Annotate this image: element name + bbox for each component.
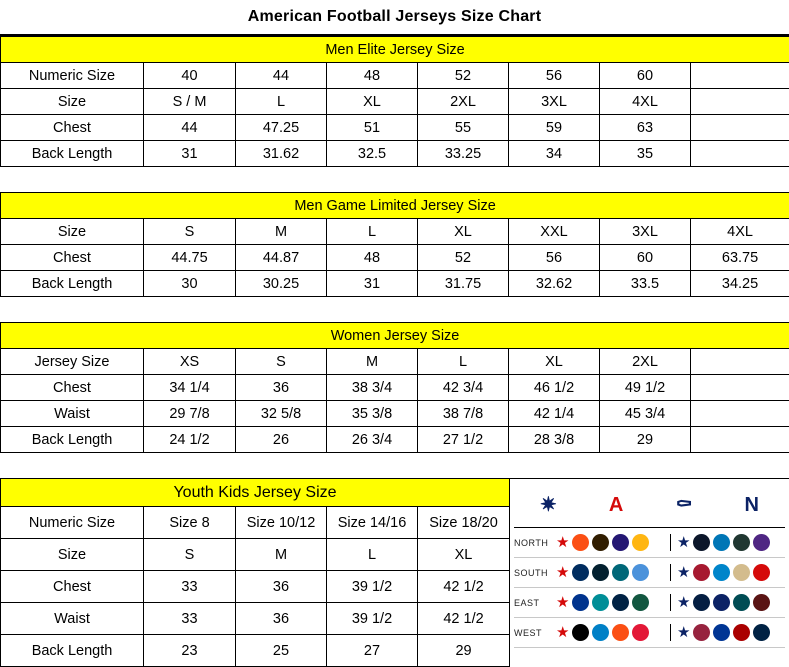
table-row [1, 89, 789, 115]
row-label: Numeric Size [1, 63, 144, 89]
chiefs-logo-icon [632, 624, 649, 641]
cell: 48 [327, 63, 418, 89]
cell: 44 [144, 115, 236, 141]
cell: 47.25 [236, 115, 327, 141]
falcons-logo-icon [693, 564, 710, 581]
cell: 45 3/4 [600, 401, 691, 427]
cell: 3XL [600, 219, 691, 245]
spacer-row [1, 453, 789, 479]
division-row [514, 588, 785, 618]
bears-logo-icon [693, 534, 710, 551]
eagles-logo-icon [733, 594, 750, 611]
row-label: Waist [1, 401, 144, 427]
cell: 51 [327, 115, 418, 141]
cell: 4XL [691, 219, 789, 245]
cell: XL [509, 349, 600, 375]
division-label: NORTH [514, 537, 549, 548]
conference-star-icon: ★ [556, 534, 570, 551]
cell: 38 7/8 [418, 401, 509, 427]
table-row [1, 141, 789, 167]
steelers-logo-icon [632, 534, 649, 551]
cell: 27 [327, 635, 418, 667]
panthers-logo-icon [713, 564, 730, 581]
cell: 46 1/2 [509, 375, 600, 401]
cell: 30.25 [236, 271, 327, 297]
cell: 56 [509, 245, 600, 271]
row-label: Size [1, 89, 144, 115]
cell: S [144, 539, 236, 571]
conference-star-icon: ★ [556, 594, 570, 611]
cell-empty [691, 375, 789, 401]
afc-teams [556, 534, 671, 551]
ravens-logo-icon [612, 534, 629, 551]
row-label: Jersey Size [1, 349, 144, 375]
row-label: Chest [1, 375, 144, 401]
row-label: Waist [1, 603, 144, 635]
table-men-elite [0, 36, 789, 192]
cell: 42 3/4 [418, 375, 509, 401]
cell: 32.62 [509, 271, 600, 297]
spacer-row [1, 297, 789, 323]
row-label: Chest [1, 571, 144, 603]
conference-star-icon: ★ [677, 534, 691, 551]
bengals-logo-icon [572, 534, 589, 551]
cell: 63 [600, 115, 691, 141]
cell: M [236, 539, 327, 571]
section-header-row [1, 323, 789, 349]
afc-teams [556, 624, 671, 641]
cowboys-logo-icon [693, 594, 710, 611]
bills-logo-icon [572, 594, 589, 611]
youth-table-wrapper [0, 478, 509, 667]
cell: 28 3/8 [509, 427, 600, 453]
league-badges-row [514, 483, 785, 528]
section-heading: Men Elite Jersey Size [1, 37, 789, 63]
buccaneers-logo-icon [753, 564, 770, 581]
lions-logo-icon [713, 534, 730, 551]
afc-logo: A [608, 494, 624, 516]
raiders-logo-icon [572, 624, 589, 641]
conference-star-icon: ★ [556, 624, 570, 641]
cell: 39 1/2 [327, 571, 418, 603]
patriots-logo-icon [612, 594, 629, 611]
cell-empty [691, 401, 789, 427]
page-title-text: American Football Jerseys Size Chart [247, 8, 542, 25]
cell-empty [691, 141, 789, 167]
cell: 35 3/8 [327, 401, 418, 427]
row-label: Size [1, 539, 144, 571]
table-row [1, 507, 510, 539]
row-label: Numeric Size [1, 507, 144, 539]
division-row [514, 618, 785, 648]
row-label: Back Length [1, 141, 144, 167]
cell: 24 1/2 [144, 427, 236, 453]
nfc-teams [671, 564, 785, 581]
cell: S [144, 219, 236, 245]
table-row [1, 219, 789, 245]
conference-star-icon: ★ [677, 624, 691, 641]
table-women [0, 322, 789, 478]
cell: 60 [600, 63, 691, 89]
cell: 38 3/4 [327, 375, 418, 401]
cell: 4XL [600, 89, 691, 115]
cell: 29 [418, 635, 510, 667]
cell: 30 [144, 271, 236, 297]
division-label: EAST [514, 597, 540, 608]
cell: 60 [600, 245, 691, 271]
vikings-logo-icon [753, 534, 770, 551]
cell: 33.5 [600, 271, 691, 297]
bottom-area [0, 478, 789, 667]
table-row [1, 635, 510, 667]
cell: 52 [418, 245, 509, 271]
cell-empty [691, 349, 789, 375]
chargers-logo-icon [592, 624, 609, 641]
table-row [1, 115, 789, 141]
browns-logo-icon [592, 534, 609, 551]
cell: 31.75 [418, 271, 509, 297]
table-row [1, 571, 510, 603]
cell-empty [691, 427, 789, 453]
section-header-row [1, 479, 510, 507]
cell: 48 [327, 245, 418, 271]
cell: M [236, 219, 327, 245]
section-heading: Women Jersey Size [1, 323, 789, 349]
nfl-star-logo: ✷ [540, 494, 557, 516]
table-row [1, 271, 789, 297]
broncos-logo-icon [612, 624, 629, 641]
table-row [1, 349, 789, 375]
cell: 63.75 [691, 245, 789, 271]
cell: 33 [144, 571, 236, 603]
packers-logo-icon [733, 534, 750, 551]
cell: 32.5 [327, 141, 418, 167]
giants-logo-icon [713, 594, 730, 611]
afc-teams [556, 594, 671, 611]
conference-star-icon: ★ [677, 564, 691, 581]
cell: 56 [509, 63, 600, 89]
conference-star-icon: ★ [556, 564, 570, 581]
cardinals-logo-icon [693, 624, 710, 641]
section-heading: Men Game Limited Jersey Size [1, 193, 789, 219]
section-header-row [1, 193, 789, 219]
table-row [1, 245, 789, 271]
row-label: Chest [1, 115, 144, 141]
cell: M [327, 349, 418, 375]
afc-teams [556, 564, 671, 581]
row-label: Back Length [1, 427, 144, 453]
table-row [1, 401, 789, 427]
table-row [1, 375, 789, 401]
cell: 40 [144, 63, 236, 89]
table-row [1, 539, 510, 571]
cell: 52 [418, 63, 509, 89]
division-row [514, 558, 785, 588]
cell: 42 1/2 [418, 603, 510, 635]
table-men-game-limited [0, 192, 789, 322]
cell: 31 [144, 141, 236, 167]
cell: 55 [418, 115, 509, 141]
cell: 44 [236, 63, 327, 89]
cell: 29 [600, 427, 691, 453]
cell: Size 18/20 [418, 507, 510, 539]
cell: 49 1/2 [600, 375, 691, 401]
cell: 29 7/8 [144, 401, 236, 427]
texans-logo-icon [592, 564, 609, 581]
cell: 2XL [418, 89, 509, 115]
cell: XL [327, 89, 418, 115]
division-rows [514, 528, 785, 648]
cell: 3XL [509, 89, 600, 115]
nfc-logo: N [744, 494, 759, 516]
table-youth [0, 478, 510, 667]
nfc-teams [671, 534, 785, 551]
cell: S / M [144, 89, 236, 115]
cell: 32 5/8 [236, 401, 327, 427]
cell: 42 1/4 [509, 401, 600, 427]
nfc-teams [671, 594, 785, 611]
cell: 2XL [600, 349, 691, 375]
cell: 34 [509, 141, 600, 167]
cell: 26 [236, 427, 327, 453]
page-title [0, 0, 789, 36]
cell: XL [418, 539, 510, 571]
cell: 23 [144, 635, 236, 667]
cell: 36 [236, 571, 327, 603]
jaguars-logo-icon [612, 564, 629, 581]
cell: 34.25 [691, 271, 789, 297]
49ers-logo-icon [733, 624, 750, 641]
cell: 34 1/4 [144, 375, 236, 401]
row-label: Size [1, 219, 144, 245]
cell: 44.75 [144, 245, 236, 271]
cell: Size 14/16 [327, 507, 418, 539]
row-label: Chest [1, 245, 144, 271]
cell: Size 8 [144, 507, 236, 539]
seahawks-logo-icon [753, 624, 770, 641]
cell: 33.25 [418, 141, 509, 167]
section-heading: Youth Kids Jersey Size [1, 479, 510, 507]
spacer-row [1, 167, 789, 193]
rams-logo-icon [713, 624, 730, 641]
nfl-shield-logo: ⚰ [675, 494, 693, 516]
section-header-row [1, 37, 789, 63]
conference-star-icon: ★ [677, 594, 691, 611]
cell: S [236, 349, 327, 375]
logos-container [510, 479, 789, 650]
cell: 31 [327, 271, 418, 297]
colts-logo-icon [572, 564, 589, 581]
cell: 25 [236, 635, 327, 667]
row-label: Back Length [1, 271, 144, 297]
cell: 36 [236, 603, 327, 635]
cell: 31.62 [236, 141, 327, 167]
division-row [514, 528, 785, 558]
row-label: Back Length [1, 635, 144, 667]
commanders-logo-icon [753, 594, 770, 611]
cell: 35 [600, 141, 691, 167]
nfc-teams [671, 624, 785, 641]
cell: XXL [509, 219, 600, 245]
cell: XS [144, 349, 236, 375]
jets-logo-icon [632, 594, 649, 611]
cell: 44.87 [236, 245, 327, 271]
cell: 59 [509, 115, 600, 141]
division-label: SOUTH [514, 567, 548, 578]
cell: L [327, 219, 418, 245]
saints-logo-icon [733, 564, 750, 581]
league-logos-panel [509, 478, 789, 667]
cell: L [236, 89, 327, 115]
cell: 26 3/4 [327, 427, 418, 453]
table-row [1, 63, 789, 89]
titans-logo-icon [632, 564, 649, 581]
table-row [1, 427, 789, 453]
cell: L [327, 539, 418, 571]
cell-empty [691, 89, 789, 115]
cell: 36 [236, 375, 327, 401]
cell: 27 1/2 [418, 427, 509, 453]
table-row [1, 603, 510, 635]
cell: L [418, 349, 509, 375]
cell: 39 1/2 [327, 603, 418, 635]
cell: XL [418, 219, 509, 245]
dolphins-logo-icon [592, 594, 609, 611]
cell-empty [691, 63, 789, 89]
division-label: WEST [514, 627, 542, 638]
cell: 42 1/2 [418, 571, 510, 603]
cell: Size 10/12 [236, 507, 327, 539]
cell-empty [691, 115, 789, 141]
cell: 33 [144, 603, 236, 635]
